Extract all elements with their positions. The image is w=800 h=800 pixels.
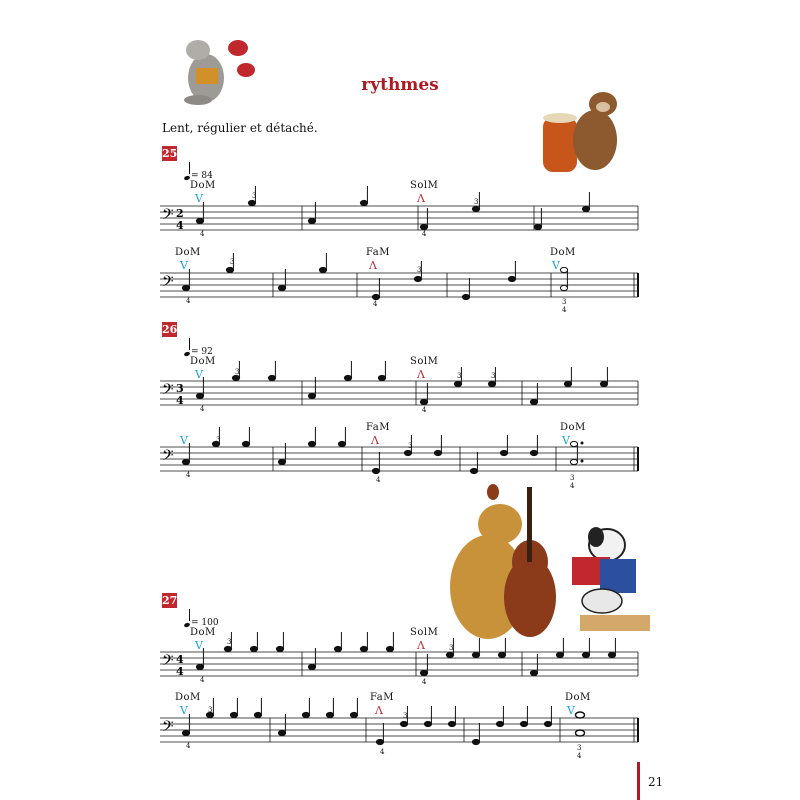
bear-double-bass-illustration — [448, 482, 573, 644]
fingering-number: 3 — [235, 368, 240, 376]
svg-text:𝄢: 𝄢 — [162, 273, 174, 294]
chord-label: FaM — [366, 247, 390, 258]
staff-line — [160, 447, 638, 471]
chord-label: SolM — [410, 356, 439, 367]
up-bow-icon: V — [180, 704, 188, 717]
fingering-number: 4 — [380, 748, 385, 756]
up-bow-icon: V — [180, 434, 188, 447]
chord-label: DoM — [565, 692, 591, 703]
chord-label: FaM — [370, 692, 394, 703]
fingering-number: 4 — [376, 476, 381, 484]
fingering-number: 3 — [577, 744, 582, 752]
fingering-number: 3 — [570, 474, 575, 482]
fingering-number: 4 — [562, 306, 567, 314]
tempo-marking: = 84 — [184, 166, 213, 181]
fingering-number: 4 — [422, 406, 427, 414]
fingering-number: 4 — [186, 471, 191, 479]
fingering-number: 3 — [403, 712, 408, 720]
page-number-bar — [637, 762, 640, 800]
fingering-number: 4 — [186, 297, 191, 305]
fingering-number: 4 — [422, 678, 427, 686]
marmot-conga-illustration — [535, 82, 630, 177]
dog-accordion-illustration — [562, 515, 660, 635]
svg-text:𝄢: 𝄢 — [162, 381, 174, 402]
fingering-number: 3 — [491, 372, 496, 380]
up-bow-icon: V — [195, 639, 203, 652]
fingering-number: 4 — [200, 230, 205, 238]
svg-text:4: 4 — [176, 653, 184, 666]
chord-label: DoM — [190, 356, 216, 367]
fingering-number: 3 — [417, 266, 422, 274]
chord-label: DoM — [190, 627, 216, 638]
marmot-maracas-illustration — [158, 30, 263, 110]
exercise-number: 27 — [162, 594, 178, 607]
up-bow-icon: V — [195, 192, 203, 205]
up-bow-icon: V — [552, 259, 560, 272]
svg-text:4: 4 — [176, 665, 184, 678]
up-bow-icon: V — [562, 434, 570, 447]
svg-text:𝄢: 𝄢 — [162, 206, 174, 227]
fingering-number: 3 — [457, 372, 462, 380]
chord-label: DoM — [550, 247, 576, 258]
down-bow-icon: Λ — [369, 259, 377, 272]
chord-label: FaM — [366, 422, 390, 433]
down-bow-icon: Λ — [417, 192, 425, 205]
svg-text:𝄢: 𝄢 — [162, 652, 174, 673]
fingering-number: 3 — [216, 436, 221, 444]
fingering-number: 4 — [200, 676, 205, 684]
chord-label: DoM — [560, 422, 586, 433]
down-bow-icon: Λ — [371, 434, 379, 447]
chord-label: SolM — [410, 627, 439, 638]
svg-text:2: 2 — [176, 207, 184, 220]
tempo-description: Lent, régulier et détaché. — [162, 121, 318, 135]
fingering-number: 3 — [230, 258, 235, 266]
tempo-marking: = 100 — [184, 613, 219, 628]
fingering-number: 3 — [562, 298, 567, 306]
fingering-number: 3 — [474, 198, 479, 206]
staff-line — [160, 652, 638, 676]
up-bow-icon: V — [180, 259, 188, 272]
exercise-number: 26 — [162, 323, 178, 336]
chord-label: DoM — [175, 247, 201, 258]
fingering-number: 3 — [252, 192, 257, 200]
up-bow-icon: V — [567, 704, 575, 717]
fingering-number: 4 — [577, 752, 582, 760]
page-title: rythmes — [361, 75, 439, 95]
staff-line — [160, 718, 638, 742]
chord-label: DoM — [175, 692, 201, 703]
fingering-number: 4 — [373, 300, 378, 308]
down-bow-icon: Λ — [417, 639, 425, 652]
fingering-number: 3 — [208, 706, 213, 714]
exercise-number: 25 — [162, 147, 178, 160]
down-bow-icon: Λ — [375, 704, 383, 717]
up-bow-icon: V — [195, 368, 203, 381]
fingering-number: 4 — [422, 230, 427, 238]
svg-text:4: 4 — [176, 394, 184, 407]
staff-line — [160, 273, 638, 297]
chord-label: SolM — [410, 180, 439, 191]
fingering-number: 3 — [408, 442, 413, 450]
svg-text:3: 3 — [176, 382, 184, 395]
svg-text:4: 4 — [176, 219, 184, 232]
fingering-number: 3 — [227, 638, 232, 646]
chord-label: DoM — [190, 180, 216, 191]
svg-text:𝄢: 𝄢 — [162, 718, 174, 739]
down-bow-icon: Λ — [417, 368, 425, 381]
tempo-marking: = 92 — [184, 342, 213, 357]
fingering-number: 4 — [186, 742, 191, 750]
staff-line — [160, 206, 638, 230]
fingering-number: 4 — [200, 405, 205, 413]
fingering-number: 3 — [449, 644, 454, 652]
page-number: 21 — [648, 775, 664, 789]
svg-text:𝄢: 𝄢 — [162, 447, 174, 468]
staff-line — [160, 381, 638, 405]
fingering-number: 4 — [570, 482, 575, 490]
